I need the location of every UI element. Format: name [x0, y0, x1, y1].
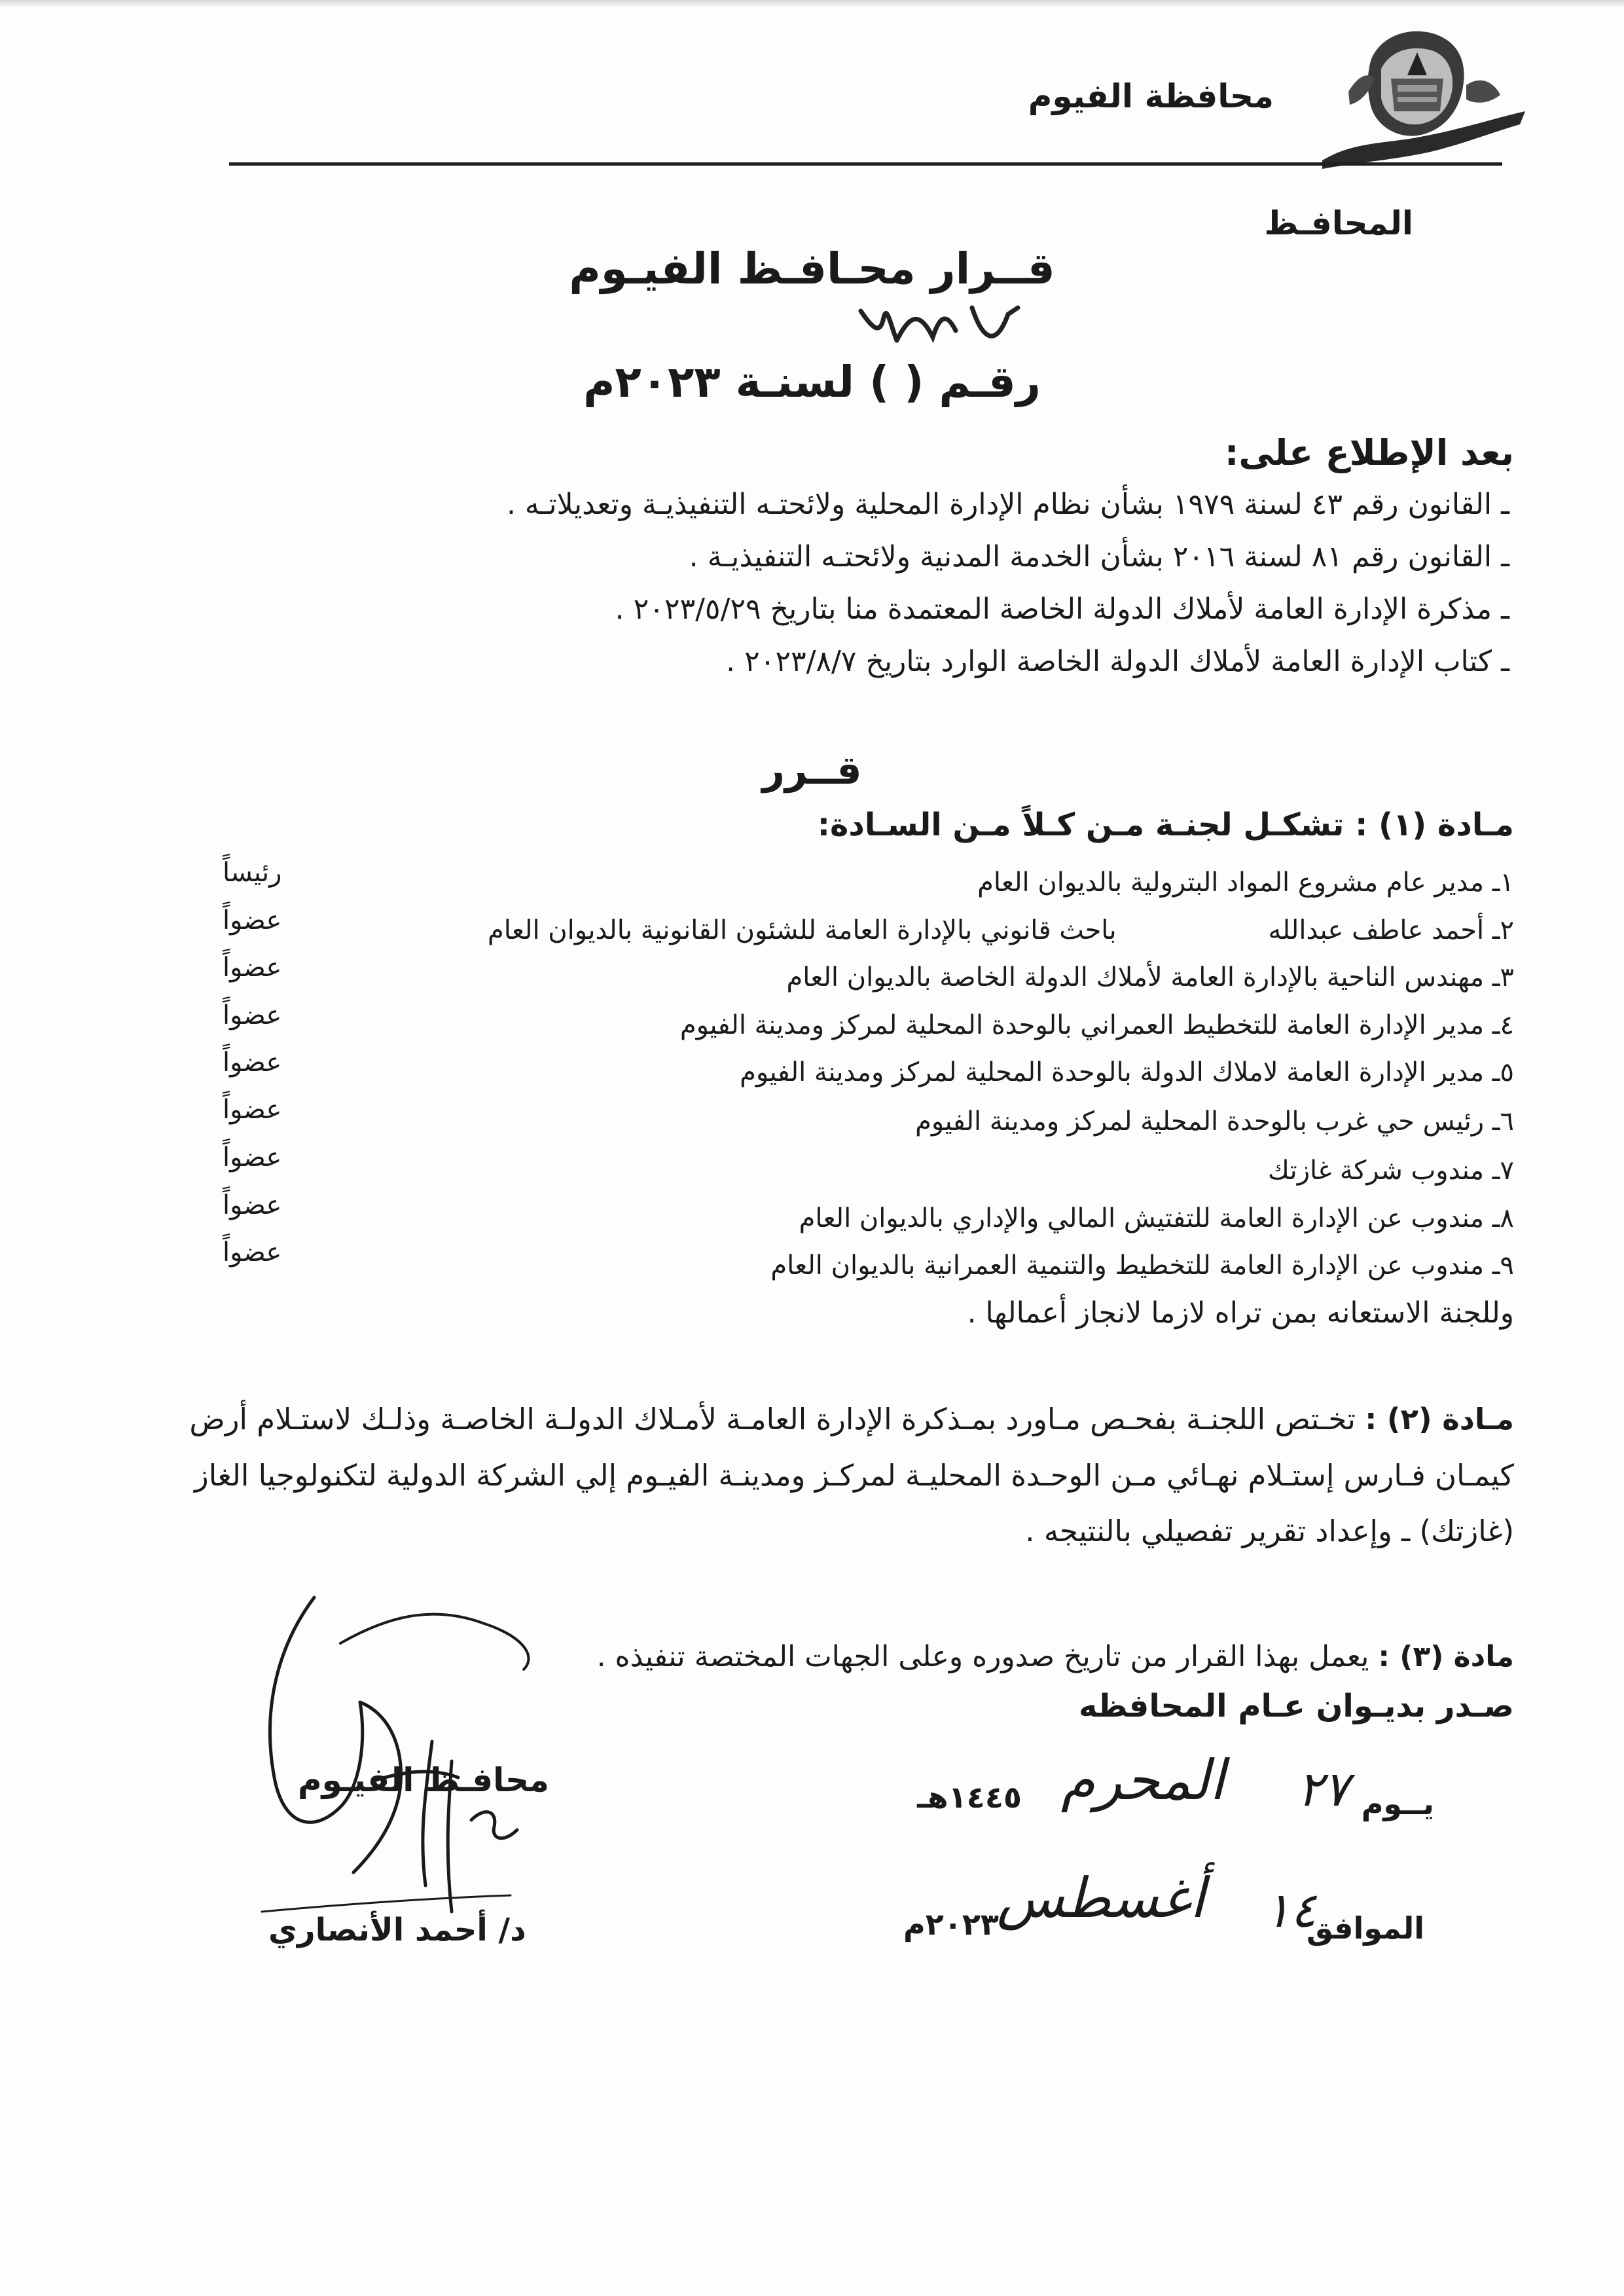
member-role: عضواً: [223, 1237, 282, 1267]
signatory-title: محافـظ الفيـوم: [298, 1761, 549, 1799]
handwritten-decision-number: [848, 291, 1031, 363]
member-role: عضواً: [223, 1142, 282, 1173]
member-text: ١ـ مدير عام مشروع المواد البترولية بالديوان العام: [977, 867, 1514, 898]
hijri-day: ٢٧: [1297, 1761, 1349, 1817]
member-text: ٨ـ مندوب عن الإدارة العامة للتفتيش المالي والإداري بالديوان العام: [799, 1203, 1514, 1233]
day-label: يــوم: [1361, 1786, 1434, 1821]
article-3-text: يعمل بهذا القرار من تاريخ صدوره وعلى الجهات المختصة تنفيذه .: [596, 1640, 1369, 1673]
gregorian-year: ٢٠٢٣م: [903, 1906, 999, 1942]
governorate-emblem-icon: [1309, 13, 1532, 183]
reference-item: ـ القانون رقم ٤٣ لسنة ١٩٧٩ بشأن نظام الإدارة المحلية ولائحتـه التنفيذيـة وتعديلاتـه .: [506, 488, 1509, 521]
member-title: باحث قانوني بالإدارة العامة للشئون القانونية بالديوان العام: [488, 915, 1117, 945]
member-text: ٦ـ رئيس حي غرب بالوحدة المحلية لمركز ومدينة الفيوم: [915, 1106, 1514, 1137]
decision-number-line: رقـم ( ) لسنـة ٢٠٢٣م: [583, 357, 1041, 407]
article-2-label: مـادة (٢) :: [1365, 1402, 1514, 1436]
member-role: رئيساً: [223, 858, 282, 888]
governorate-name: محافظة الفيوم: [1028, 77, 1274, 115]
handwritten-signature-icon: [236, 1545, 641, 1951]
reference-item: ـ القانون رقم ٨١ لسنة ٢٠١٦ بشأن الخدمة المدنية ولائحتـه التنفيذيـة .: [689, 540, 1509, 574]
member-role: عضواً: [223, 905, 282, 936]
decided-heading: قــرر: [762, 748, 862, 793]
member-text: ٩ـ مندوب عن الإدارة العامة للتخطيط والتنمية العمرانية بالديوان العام: [770, 1250, 1514, 1281]
decision-title: قــرار محـافـظ الفيـوم: [569, 244, 1055, 294]
article-1-heading: مـادة (١) : تشكـل لجنـة مـن كـلاً مـن السـادة:: [817, 807, 1514, 843]
gregorian-month: أغسطس: [996, 1866, 1205, 1930]
member-text: ٤ـ مدير الإدارة العامة للتخطيط العمراني بالوحدة المحلية لمركز ومدينة الفيوم: [679, 1010, 1514, 1040]
signatory-name: د/ أحمد الأنصاري: [268, 1912, 526, 1948]
reference-item: ـ مذكرة الإدارة العامة لأملاك الدولة الخاصة المعتمدة منا بتاريخ ٢٠٢٣/٥/٢٩ .: [615, 592, 1509, 626]
member-text: ٥ـ مدير الإدارة العامة لاملاك الدولة بالوحدة المحلية لمركز ومدينة الفيوم: [740, 1057, 1514, 1087]
governor-label: المحافـظ: [1264, 204, 1413, 242]
member-text: ٣ـ مهندس الناحية بالإدارة العامة لأملاك الدولة الخاصة بالديوان العام: [786, 962, 1514, 993]
member-text: ٧ـ مندوب شركة غازتك: [1267, 1156, 1514, 1186]
scan-edge: [0, 0, 1624, 8]
member-role: عضواً: [223, 1190, 282, 1220]
references-heading: بعد الإطلاع على:: [1224, 432, 1514, 473]
article-3-label: مادة (٣) :: [1378, 1640, 1514, 1673]
header-divider: [229, 162, 1502, 166]
committee-note: وللجنة الاستعانه بمن تراه لازما لانجاز أعمالها .: [967, 1296, 1514, 1330]
corresponding-label: الموافق: [1306, 1910, 1424, 1946]
member-role: عضواً: [223, 1048, 282, 1078]
article-3: [597, 1640, 1514, 1673]
hijri-month: المحرم: [1060, 1748, 1225, 1812]
article-2-text: تخـتص اللجنـة بفحـص مـاورد بمـذكرة الإدارة العامـة لأمـلاك الدولـة الخاصـة وذلـك لاستـلام أرض كيمـان فـارس إستـلام نهـائي مـن الوحـدة المحليـة لمركـز ومدينـة الفيـوم إلي الشركة الدولية لتكنولوجيا الغاز (غازتك) ـ وإعداد تقرير تفصيلي بالنتيجه .: [189, 1402, 1514, 1548]
issued-at: صـدر بديـوان عـام المحافظه: [1079, 1688, 1514, 1724]
reference-item: ـ كتاب الإدارة العامة لأملاك الدولة الخاصة الوارد بتاريخ ٢٠٢٣/٨/٧ .: [726, 645, 1509, 678]
member-role: عضواً: [223, 1000, 282, 1030]
member-text: ٢ـ أحمد عاطف عبدالله: [1268, 915, 1514, 945]
hijri-year: ١٤٤٥هـ: [917, 1779, 1022, 1815]
member-role: عضواً: [223, 953, 282, 983]
gregorian-day: ١٤: [1264, 1882, 1316, 1939]
article-2: [172, 1391, 1514, 1559]
member-role: عضواً: [223, 1095, 282, 1125]
